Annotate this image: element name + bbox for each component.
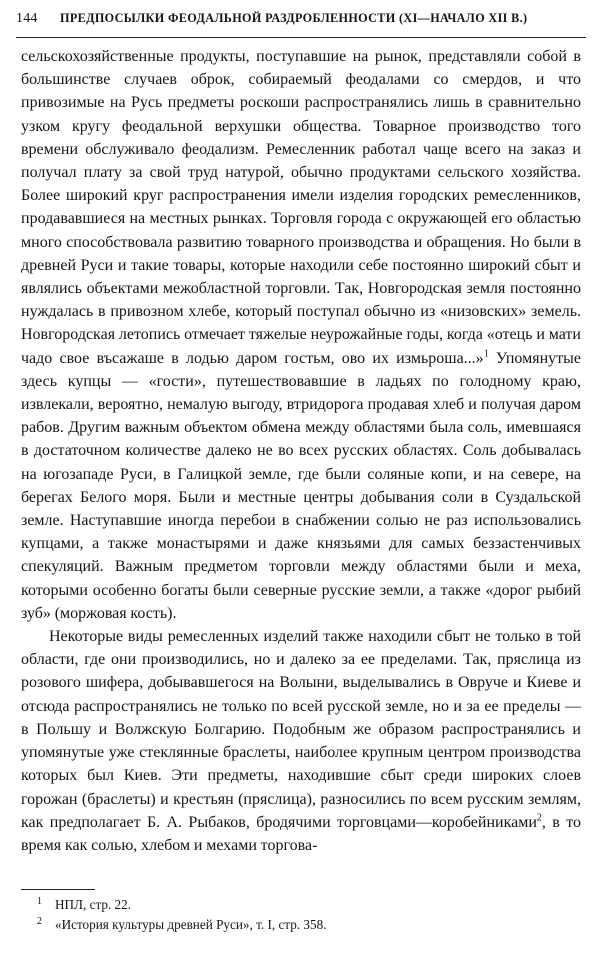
footnote-ref-2[interactable]: 2	[536, 812, 542, 824]
footnote-1-mark: 1	[37, 896, 42, 907]
footnote-2-text: «История культуры древней Руси», т. I, стр. 358.	[55, 917, 327, 932]
page-number: 144	[16, 11, 38, 26]
footnote-ref-1[interactable]: 1	[483, 348, 489, 360]
footnote-rule	[21, 889, 95, 890]
running-head	[16, 11, 586, 33]
paragraph-2-part-2: , в то время как солью, хлебом и мехами торгова-	[21, 813, 581, 854]
footnote-1-text: НПЛ, стр. 22.	[55, 897, 132, 912]
running-title: ПРЕДПОСЫЛКИ ФЕОДАЛЬНОЙ РАЗДРОБЛЕННОСТИ (XI—НАЧАЛО XII В.)	[60, 11, 528, 25]
footnotes	[21, 895, 581, 935]
paragraph-2	[21, 625, 581, 857]
footnote-1	[21, 895, 581, 915]
footnote-2	[21, 915, 581, 935]
footnote-2-mark: 2	[37, 916, 42, 927]
header-rule	[16, 37, 586, 38]
paragraph-1-part-2: Упомянутые здесь купцы — «гости», путешествовавшие в ладьях по голодному краю, извлекали, вероятно, немалую выгоду, втридорога продавая хлеб и получая даром рабов. Другим важным объектом обмена между областями была соль, имевшаяся в достаточном количестве далеко не во всех русских областях. Соль добывалась на югозападе Руси, в Галицкой земле, где были соляные копи, и на севере, на берегах Белого моря. Были и местные центры добывания соли в Суздальской земле. Наступавшие иногда перебои в снабжении солью не раз использовались купцами, а также монастырями и даже князьями для самых беззастенчивых спекуляций. Важным предметом торговли между областями были и меха, которыми особенно богаты были северные русские земли, а также «дорог рыбий зуб» (моржовая кость).	[21, 349, 581, 622]
paragraph-1-part-1: сельскохозяйственные продукты, поступавшие на рынок, представляли собой в большинстве случаев оброк, собираемый феодалами со смердов, и что привозимые на Русь предметы роскоши распространялись лишь в сравнительно узком кругу феодальной верхушки общества. Товарное производство того времени обслуживало феодализм. Ремесленник работал чаще всего на заказ и получал плату за свой труд натурой, обычно продуктами сельского хозяйства. Более широкий круг распространения имели изделия городских ремесленников, продававшиеся на местных рынках. Торговля города с окружающей его областью много способствовала развитию товарного производства и обращения. Но были в древней Руси и такие товары, которые находили себе постоянно широкий сбыт и являлись объектами межобластной торговли. Так, Новгородская земля постоянно нуждалась в привозном хлебе, который поступал обычно из «низовских» земель. Новгородская летопись отмечает тяжелые неурожайные годы, когда «отець и мати чадо свое въсажаше в лодью даром гостьм, ово их измьроша...»	[21, 48, 581, 367]
paragraph-2-part-1: Некоторые виды ремесленных изделий также находили сбыт не только в той области, где они производились, но и далеко за ее пределами. Так, пряслица из розового шифера, добывавшегося на Волыни, выделывались в Овруче и Киеве и отсюда распространялись не только по всей русской земле, но и за ее пределы — в Польшу и Волжскую Болгарию. Подобным же образом распространялись и упомянутые уже стеклянные браслеты, наиболее крупным центром производства которых был Киев. Эти предметы, находившие сбыт среди широких слоев горожан (браслеты) и крестьян (пряслица), разносились по всем русским землям, как предполагает Б. А. Рыбаков, бродячими торговцами—коробейниками	[21, 628, 581, 831]
paragraph-1	[21, 45, 581, 625]
body-text	[21, 45, 581, 857]
